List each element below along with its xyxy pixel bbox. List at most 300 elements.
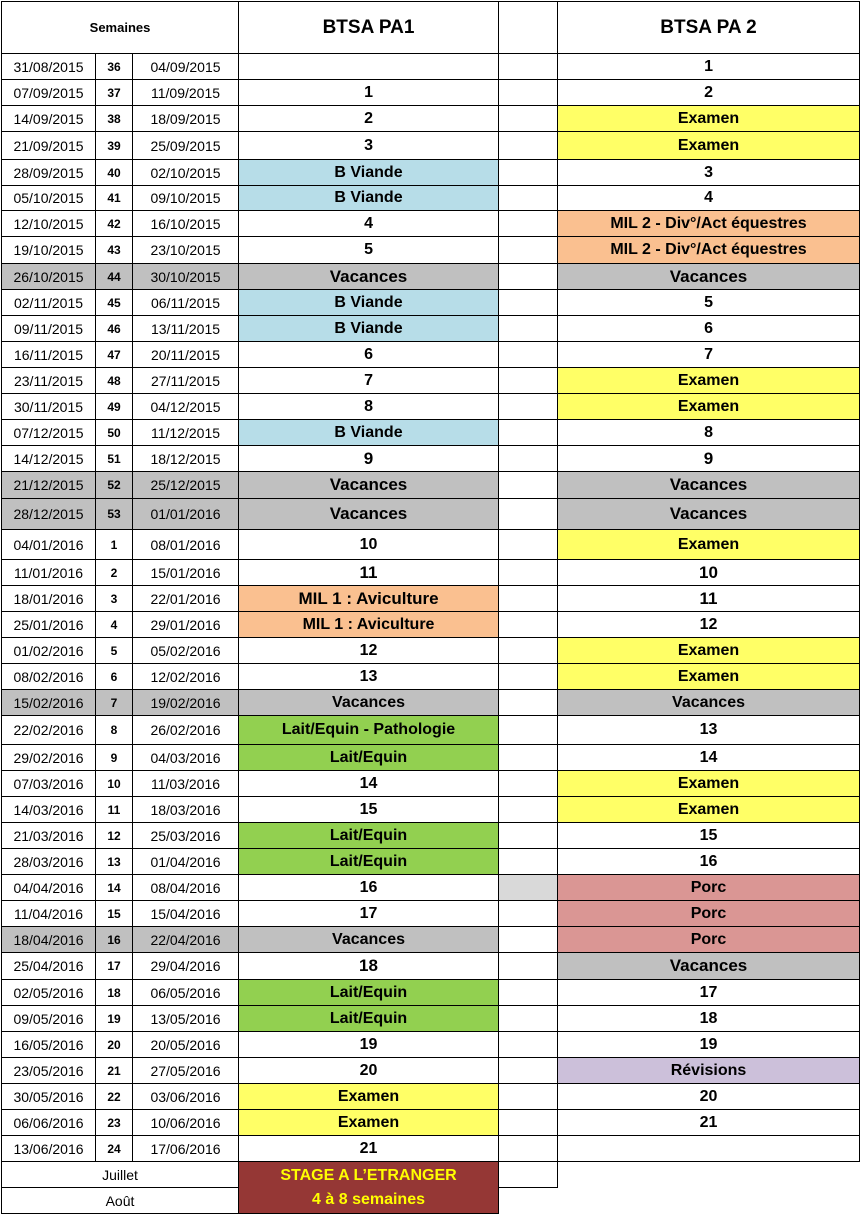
week-start-date: 21/09/2015 — [2, 132, 96, 160]
spacer-cell — [499, 1084, 558, 1110]
week-end-date: 20/11/2015 — [133, 342, 239, 368]
pa2-cell: 6 — [558, 316, 860, 342]
spacer-cell — [499, 586, 558, 612]
stage-title: STAGE A L’ETRANGER — [280, 1166, 457, 1184]
pa2-cell: 1 — [558, 54, 860, 80]
header-pa1: BTSA PA1 — [239, 2, 499, 54]
pa2-cell: 14 — [558, 745, 860, 771]
pa2-cell: Vacances — [558, 690, 860, 716]
week-start-date: 14/03/2016 — [2, 797, 96, 823]
week-number: 10 — [96, 771, 133, 797]
week-end-date: 04/12/2015 — [133, 394, 239, 420]
header-semaines: Semaines — [2, 2, 239, 54]
spacer-cell — [499, 664, 558, 690]
week-start-date: 25/01/2016 — [2, 612, 96, 638]
spacer-cell — [499, 1136, 558, 1162]
week-end-date: 17/06/2016 — [133, 1136, 239, 1162]
pa1-cell: 18 — [239, 953, 499, 980]
week-start-date: 11/01/2016 — [2, 560, 96, 586]
pa2-cell: 12 — [558, 612, 860, 638]
week-end-date: 01/04/2016 — [133, 849, 239, 875]
week-start-date: 05/10/2015 — [2, 186, 96, 211]
table-row — [2, 237, 860, 264]
week-start-date: 04/01/2016 — [2, 530, 96, 560]
pa1-cell: 12 — [239, 638, 499, 664]
table-row — [2, 901, 860, 927]
header-pa2: BTSA PA 2 — [558, 2, 860, 54]
spacer-cell — [499, 1162, 558, 1188]
pa1-cell: MIL 1 : Aviculture — [239, 586, 499, 612]
schedule-body — [2, 2, 860, 1214]
header-spacer — [499, 2, 558, 54]
spacer-cell — [499, 1006, 558, 1032]
table-row — [2, 54, 860, 80]
pa2-cell: Porc — [558, 901, 860, 927]
pa1-cell: 11 — [239, 560, 499, 586]
week-start-date: 30/11/2015 — [2, 394, 96, 420]
pa1-cell: 5 — [239, 237, 499, 264]
table-row — [2, 1110, 860, 1136]
week-number: 45 — [96, 290, 133, 316]
spacer-cell — [499, 368, 558, 394]
spacer-cell — [499, 106, 558, 132]
pa2-cell — [558, 1136, 860, 1162]
week-end-date: 16/10/2015 — [133, 211, 239, 237]
week-start-date: 23/11/2015 — [2, 368, 96, 394]
week-end-date: 22/01/2016 — [133, 586, 239, 612]
table-row — [2, 716, 860, 745]
week-end-date: 11/09/2015 — [133, 80, 239, 106]
pa1-cell: 2 — [239, 106, 499, 132]
table-row — [2, 745, 860, 771]
spacer-cell — [499, 849, 558, 875]
week-end-date: 29/01/2016 — [133, 612, 239, 638]
week-number: 15 — [96, 901, 133, 927]
week-end-date: 25/12/2015 — [133, 472, 239, 499]
table-row — [2, 1032, 860, 1058]
week-start-date: 13/06/2016 — [2, 1136, 96, 1162]
spacer-cell — [499, 638, 558, 664]
week-start-date: 11/04/2016 — [2, 901, 96, 927]
pa1-cell: 20 — [239, 1058, 499, 1084]
month-aout: Août — [2, 1188, 239, 1214]
spacer-cell — [499, 1110, 558, 1136]
week-number: 40 — [96, 160, 133, 186]
week-start-date: 14/09/2015 — [2, 106, 96, 132]
week-start-date: 18/04/2016 — [2, 927, 96, 953]
pa1-cell: Vacances — [239, 927, 499, 953]
spacer-cell — [499, 186, 558, 211]
pa1-cell: 6 — [239, 342, 499, 368]
week-number: 13 — [96, 849, 133, 875]
week-number: 22 — [96, 1084, 133, 1110]
table-row — [2, 290, 860, 316]
pa2-cell: MIL 2 - Div°/Act équestres — [558, 237, 860, 264]
table-row — [2, 446, 860, 472]
week-number: 38 — [96, 106, 133, 132]
pa2-cell: Révisions — [558, 1058, 860, 1084]
week-end-date: 06/11/2015 — [133, 290, 239, 316]
pa1-cell: 8 — [239, 394, 499, 420]
week-end-date: 02/10/2015 — [133, 160, 239, 186]
week-number: 18 — [96, 980, 133, 1006]
table-row — [2, 132, 860, 160]
pa2-cell: 5 — [558, 290, 860, 316]
table-row — [2, 1136, 860, 1162]
week-end-date: 09/10/2015 — [133, 186, 239, 211]
table-row — [2, 927, 860, 953]
pa1-cell: 19 — [239, 1032, 499, 1058]
spacer-cell — [499, 420, 558, 446]
spacer-cell — [499, 560, 558, 586]
pa2-cell: Examen — [558, 530, 860, 560]
week-number: 11 — [96, 797, 133, 823]
week-end-date: 27/11/2015 — [133, 368, 239, 394]
week-end-date: 15/04/2016 — [133, 901, 239, 927]
pa1-cell: Lait/Equin — [239, 745, 499, 771]
schedule-table — [1, 1, 860, 1214]
week-number: 52 — [96, 472, 133, 499]
spacer-cell — [499, 771, 558, 797]
week-end-date: 27/05/2016 — [133, 1058, 239, 1084]
spacer-cell — [499, 237, 558, 264]
table-row — [2, 797, 860, 823]
week-number: 17 — [96, 953, 133, 980]
empty-cell — [499, 1188, 558, 1214]
pa1-cell: 16 — [239, 875, 499, 901]
table-row — [2, 80, 860, 106]
spacer-cell — [499, 264, 558, 290]
spacer-cell — [499, 394, 558, 420]
week-start-date: 07/09/2015 — [2, 80, 96, 106]
stage-duration: 4 à 8 semaines — [312, 1190, 425, 1208]
week-number: 36 — [96, 54, 133, 80]
week-number: 20 — [96, 1032, 133, 1058]
pa1-cell: Vacances — [239, 690, 499, 716]
pa2-cell: 10 — [558, 560, 860, 586]
pa1-cell: 1 — [239, 80, 499, 106]
week-end-date: 23/10/2015 — [133, 237, 239, 264]
week-end-date: 18/03/2016 — [133, 797, 239, 823]
week-start-date: 14/12/2015 — [2, 446, 96, 472]
week-end-date: 03/06/2016 — [133, 1084, 239, 1110]
pa1-cell: Lait/Equin - Pathologie — [239, 716, 499, 745]
table-row — [2, 472, 860, 499]
header-row — [2, 2, 860, 54]
week-number: 23 — [96, 1110, 133, 1136]
week-number: 49 — [96, 394, 133, 420]
pa2-cell: 20 — [558, 1084, 860, 1110]
pa2-cell: 9 — [558, 446, 860, 472]
week-start-date: 22/02/2016 — [2, 716, 96, 745]
week-number: 4 — [96, 612, 133, 638]
week-start-date: 08/02/2016 — [2, 664, 96, 690]
pa1-cell: 7 — [239, 368, 499, 394]
spacer-cell — [499, 54, 558, 80]
spacer-cell — [499, 1032, 558, 1058]
spacer-cell — [499, 716, 558, 745]
week-start-date: 07/03/2016 — [2, 771, 96, 797]
pa1-cell: B Viande — [239, 160, 499, 186]
week-start-date: 21/12/2015 — [2, 472, 96, 499]
week-start-date: 25/04/2016 — [2, 953, 96, 980]
table-row — [2, 211, 860, 237]
pa1-cell: B Viande — [239, 186, 499, 211]
week-number: 48 — [96, 368, 133, 394]
pa2-cell: 8 — [558, 420, 860, 446]
week-number: 46 — [96, 316, 133, 342]
month-juillet: Juillet — [2, 1162, 239, 1188]
week-start-date: 12/10/2015 — [2, 211, 96, 237]
pa2-cell: Examen — [558, 368, 860, 394]
week-end-date: 04/09/2015 — [133, 54, 239, 80]
pa1-cell: 3 — [239, 132, 499, 160]
pa1-cell: 14 — [239, 771, 499, 797]
spacer-cell — [499, 290, 558, 316]
week-start-date: 04/04/2016 — [2, 875, 96, 901]
pa1-cell: Vacances — [239, 264, 499, 290]
table-row — [2, 499, 860, 530]
pa2-cell: 17 — [558, 980, 860, 1006]
pa2-cell: 18 — [558, 1006, 860, 1032]
week-end-date: 19/02/2016 — [133, 690, 239, 716]
week-end-date: 12/02/2016 — [133, 664, 239, 690]
week-end-date: 18/09/2015 — [133, 106, 239, 132]
week-start-date: 18/01/2016 — [2, 586, 96, 612]
pa1-cell: 4 — [239, 211, 499, 237]
week-end-date: 08/04/2016 — [133, 875, 239, 901]
week-start-date: 16/05/2016 — [2, 1032, 96, 1058]
pa1-cell: 10 — [239, 530, 499, 560]
pa2-cell: Examen — [558, 797, 860, 823]
spacer-cell — [499, 823, 558, 849]
week-number: 44 — [96, 264, 133, 290]
spacer-cell — [499, 690, 558, 716]
week-end-date: 06/05/2016 — [133, 980, 239, 1006]
pa1-cell: B Viande — [239, 316, 499, 342]
table-row — [2, 690, 860, 716]
pa2-cell: Porc — [558, 927, 860, 953]
pa2-cell: Vacances — [558, 499, 860, 530]
pa1-cell: Lait/Equin — [239, 1006, 499, 1032]
table-row — [2, 530, 860, 560]
week-start-date: 30/05/2016 — [2, 1084, 96, 1110]
table-row — [2, 420, 860, 446]
pa2-cell: 19 — [558, 1032, 860, 1058]
pa2-cell: Examen — [558, 771, 860, 797]
week-end-date: 30/10/2015 — [133, 264, 239, 290]
spacer-cell — [499, 745, 558, 771]
week-start-date: 28/12/2015 — [2, 499, 96, 530]
week-end-date: 05/02/2016 — [133, 638, 239, 664]
pa1-cell: 17 — [239, 901, 499, 927]
table-row — [2, 953, 860, 980]
week-start-date: 19/10/2015 — [2, 237, 96, 264]
table-row — [2, 1058, 860, 1084]
table-row — [2, 106, 860, 132]
week-number: 14 — [96, 875, 133, 901]
week-end-date: 04/03/2016 — [133, 745, 239, 771]
pa2-cell: 7 — [558, 342, 860, 368]
pa1-cell: B Viande — [239, 290, 499, 316]
week-start-date: 31/08/2015 — [2, 54, 96, 80]
week-number: 50 — [96, 420, 133, 446]
table-row — [2, 342, 860, 368]
week-end-date: 08/01/2016 — [133, 530, 239, 560]
week-start-date: 06/06/2016 — [2, 1110, 96, 1136]
spacer-cell — [499, 901, 558, 927]
table-row — [2, 1006, 860, 1032]
table-row — [2, 1084, 860, 1110]
table-row — [2, 368, 860, 394]
table-row — [2, 638, 860, 664]
week-number: 53 — [96, 499, 133, 530]
footer-row-juillet — [2, 1162, 860, 1188]
pa1-cell: B Viande — [239, 420, 499, 446]
week-start-date: 01/02/2016 — [2, 638, 96, 664]
week-number: 5 — [96, 638, 133, 664]
week-end-date: 22/04/2016 — [133, 927, 239, 953]
pa2-cell: Vacances — [558, 953, 860, 980]
week-number: 37 — [96, 80, 133, 106]
week-number: 9 — [96, 745, 133, 771]
pa2-cell: Examen — [558, 106, 860, 132]
pa2-cell: Examen — [558, 132, 860, 160]
week-number: 6 — [96, 664, 133, 690]
table-row — [2, 160, 860, 186]
week-start-date: 28/09/2015 — [2, 160, 96, 186]
pa1-cell: Lait/Equin — [239, 823, 499, 849]
table-row — [2, 394, 860, 420]
pa2-cell: MIL 2 - Div°/Act équestres — [558, 211, 860, 237]
table-row — [2, 823, 860, 849]
week-number: 2 — [96, 560, 133, 586]
week-start-date: 02/11/2015 — [2, 290, 96, 316]
week-number: 51 — [96, 446, 133, 472]
spacer-cell — [499, 211, 558, 237]
pa1-cell: Examen — [239, 1084, 499, 1110]
table-row — [2, 849, 860, 875]
pa2-cell: Porc — [558, 875, 860, 901]
week-number: 47 — [96, 342, 133, 368]
spacer-cell — [499, 953, 558, 980]
table-row — [2, 980, 860, 1006]
pa2-cell: 3 — [558, 160, 860, 186]
pa2-cell: Vacances — [558, 472, 860, 499]
spacer-cell — [499, 797, 558, 823]
stage-etranger — [239, 1162, 499, 1214]
pa1-cell: 13 — [239, 664, 499, 690]
table-row — [2, 612, 860, 638]
table-row — [2, 316, 860, 342]
week-number: 42 — [96, 211, 133, 237]
spacer-cell — [499, 1058, 558, 1084]
spacer-cell — [499, 160, 558, 186]
week-end-date: 25/09/2015 — [133, 132, 239, 160]
pa2-cell: 16 — [558, 849, 860, 875]
pa1-cell: 9 — [239, 446, 499, 472]
pa1-cell: Vacances — [239, 499, 499, 530]
week-start-date: 15/02/2016 — [2, 690, 96, 716]
week-end-date: 11/03/2016 — [133, 771, 239, 797]
pa2-cell: 11 — [558, 586, 860, 612]
week-start-date: 21/03/2016 — [2, 823, 96, 849]
week-start-date: 23/05/2016 — [2, 1058, 96, 1084]
week-number: 16 — [96, 927, 133, 953]
week-number: 43 — [96, 237, 133, 264]
spacer-cell — [499, 80, 558, 106]
pa1-cell: 15 — [239, 797, 499, 823]
pa1-cell: Lait/Equin — [239, 849, 499, 875]
pa2-cell: 15 — [558, 823, 860, 849]
pa2-cell: Examen — [558, 664, 860, 690]
week-start-date: 09/11/2015 — [2, 316, 96, 342]
pa2-cell: 21 — [558, 1110, 860, 1136]
week-end-date: 26/02/2016 — [133, 716, 239, 745]
week-start-date: 28/03/2016 — [2, 849, 96, 875]
spacer-cell — [499, 980, 558, 1006]
spacer-cell — [499, 530, 558, 560]
week-start-date: 29/02/2016 — [2, 745, 96, 771]
table-row — [2, 560, 860, 586]
pa1-cell: Examen — [239, 1110, 499, 1136]
table-row — [2, 875, 860, 901]
pa2-cell: 2 — [558, 80, 860, 106]
week-end-date: 15/01/2016 — [133, 560, 239, 586]
week-number: 12 — [96, 823, 133, 849]
week-end-date: 25/03/2016 — [133, 823, 239, 849]
spacer-cell — [499, 612, 558, 638]
week-start-date: 09/05/2016 — [2, 1006, 96, 1032]
pa2-cell: Examen — [558, 638, 860, 664]
spacer-cell — [499, 342, 558, 368]
week-start-date: 07/12/2015 — [2, 420, 96, 446]
table-row — [2, 586, 860, 612]
empty-cell — [558, 1162, 860, 1188]
empty-cell — [558, 1188, 860, 1214]
table-row — [2, 664, 860, 690]
week-number: 19 — [96, 1006, 133, 1032]
pa1-cell — [239, 54, 499, 80]
week-end-date: 01/01/2016 — [133, 499, 239, 530]
week-end-date: 11/12/2015 — [133, 420, 239, 446]
pa1-cell: MIL 1 : Aviculture — [239, 612, 499, 638]
spacer-cell — [499, 499, 558, 530]
week-number: 39 — [96, 132, 133, 160]
spacer-cell — [499, 927, 558, 953]
pa2-cell: 4 — [558, 186, 860, 211]
week-number: 8 — [96, 716, 133, 745]
table-row — [2, 264, 860, 290]
spacer-cell — [499, 316, 558, 342]
week-end-date: 13/05/2016 — [133, 1006, 239, 1032]
week-start-date: 16/11/2015 — [2, 342, 96, 368]
spacer-cell — [499, 446, 558, 472]
week-end-date: 13/11/2015 — [133, 316, 239, 342]
pa2-cell: 13 — [558, 716, 860, 745]
pa1-cell: Vacances — [239, 472, 499, 499]
week-number: 3 — [96, 586, 133, 612]
week-number: 7 — [96, 690, 133, 716]
spacer-cell — [499, 875, 558, 901]
week-number: 41 — [96, 186, 133, 211]
spacer-cell — [499, 132, 558, 160]
pa1-cell: Lait/Equin — [239, 980, 499, 1006]
week-number: 24 — [96, 1136, 133, 1162]
week-number: 1 — [96, 530, 133, 560]
week-end-date: 10/06/2016 — [133, 1110, 239, 1136]
week-start-date: 26/10/2015 — [2, 264, 96, 290]
